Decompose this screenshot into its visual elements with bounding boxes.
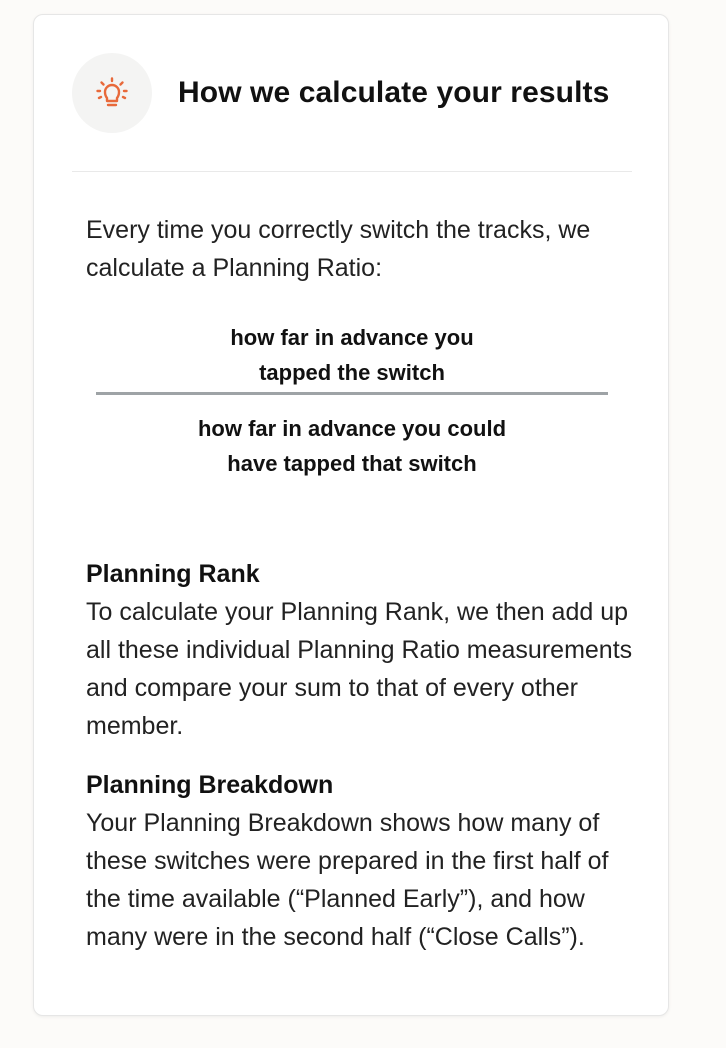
section-heading: Planning Rank bbox=[86, 560, 260, 588]
intro-text: Every time you correctly switch the tracks, we calculate a Planning Ratio: bbox=[86, 216, 591, 282]
fraction-denominator bbox=[96, 411, 608, 481]
card-title: How we calculate your results bbox=[178, 76, 610, 109]
denominator-line-1: how far in advance you could bbox=[197, 416, 507, 441]
results-explanation-card bbox=[33, 14, 669, 1016]
section-heading: Planning Breakdown bbox=[86, 771, 334, 799]
planning-ratio-fraction bbox=[96, 320, 608, 481]
icon-badge bbox=[72, 53, 152, 133]
header-divider bbox=[72, 171, 632, 172]
fraction-numerator bbox=[96, 320, 608, 392]
card-header bbox=[72, 53, 632, 133]
planning-breakdown-section bbox=[86, 766, 636, 956]
lightbulb-icon bbox=[95, 76, 129, 110]
fraction-bar bbox=[96, 392, 608, 395]
section-body: Your Planning Breakdown shows how many of these switches were prepared in the first half of the time available (“Planned Early”), and how many were in the second half (“Close Calls”). bbox=[86, 809, 609, 951]
denominator-line-2: have tapped that switch bbox=[227, 451, 477, 476]
numerator-line-1: how far in advance you bbox=[230, 325, 474, 350]
numerator-line-2: tapped the switch bbox=[259, 360, 445, 385]
section-body: To calculate your Planning Rank, we then add up all these individual Planning Ratio measurements and compare your sum to that of every other member. bbox=[86, 598, 633, 740]
planning-rank-section bbox=[86, 555, 636, 745]
